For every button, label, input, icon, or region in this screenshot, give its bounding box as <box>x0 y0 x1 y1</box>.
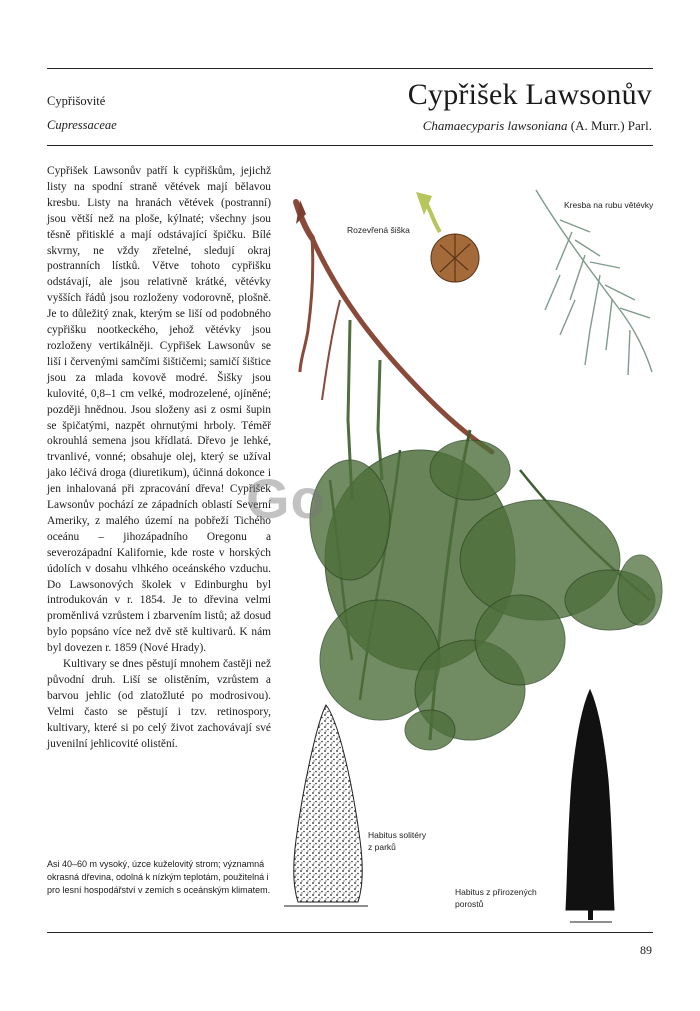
tree-habit-natural <box>566 690 614 922</box>
watermark: Go <box>246 467 326 530</box>
foliage-spray <box>310 320 662 750</box>
species-binomial: Chamaecyparis lawsoniana <box>422 118 568 133</box>
family-name-latin: Cupressaceae <box>47 118 117 132</box>
label-habit-natural <box>455 886 537 910</box>
body-paragraph-2: Kultivary se dnes pěstují mnohem častěji než původní druh. Liší se olistěním, vzrůstem a barvou jehlic (od zlatožluté po modrosivou). Velmi často se pěstují i tzv. retinospory, kultivary, které si po celý život zachovávají své juvenilní jehlicovité olistění. <box>47 658 271 750</box>
page-title: Cypřišek Lawsonův <box>407 78 652 111</box>
label-habit-park-line-1: Habitus solitéry <box>368 830 427 840</box>
footer-rule <box>47 932 653 933</box>
label-habit-natural-line-1: Habitus z přirozených <box>455 887 537 897</box>
underside-twig-drawing <box>536 190 652 375</box>
tree-habit-park <box>284 705 368 906</box>
label-open-cone: Rozevřená šiška <box>347 225 410 235</box>
tree-caption: Asi 40–60 m vysoký, úzce kuželovitý strom; významná okrasná dřevina, odolná k nízkým teplotám, použitelná i pro lesní hospodářství v zemích s oceánským klimatem. <box>47 859 271 896</box>
body-paragraph-1: Cypřišek Lawsonův patří k cypřiškům, jejichž listy na spodní straně větévek mají bělavou kresbu. Listy na hranách větévek (postranní) jsou větší než na ploše, kýlnaté; všechny jsou těsně přitisklé a mají odstávající špičku. Bílé skvrny, ne vždy zřetelné, sledují okraj postranních lístků. Větve tohoto cypřišku odstávají, ale jsou relativně krátké, větévky vyšších řádů jsou rozloženy vodorovně, plošně. Je to důležitý znak, kterým se liší od podobného cypřišku nootkeckého, jehož větévky jsou rozloženy vertikálněji. Cypřišek Lawsonův se liší i červenými samčími šištičemi; samičí šištice jsou za mlada kovově modré. Šišky jsou kulovité, 0,8–1 cm velké, modrozelené, ojíněné; později hnědnou. Jsou složeny asi z osmi šupin se špičatými, nazpět ohrnutými hrboly. Téměř okrouhlá semena jsou křídlatá. Dřevo je lehké, trvanlivé, vonné; obsahuje olej, který se užíval jako léčivá droga (diuretikum), účinná dokonce i jen inhalovaná při zpracování dřeva! Cypřišek Lawsonův pochází ze západních oblastí Severní Ameriky, z malého území na pobřeží Tichého oceánu – jihozápadního Oregonu a severozápadní Kalifornie, kde roste v horských údolích v dosahu vlhkého oceánského vzduchu. Do Lawsonových školek v Edinburghu byl introdukován v r. 1854. Je to dřevina velmi proměnlivá vzrůstem i zbarvením listů; až dosud bylo popsáno více než dvě stě kultivarů. K nám byl dovezen r. 1859 (Nové Hrady). <box>47 165 271 655</box>
page-number: 89 <box>640 943 652 957</box>
label-underside-drawing: Kresba na rubu větévky <box>564 200 654 210</box>
label-habit-natural-line-2: porostů <box>455 899 484 909</box>
label-habit-park <box>368 829 426 853</box>
label-habit-park-line-2: z parků <box>368 842 396 852</box>
species-authority: (A. Murr.) Parl. <box>570 118 652 133</box>
open-cone-drawing <box>416 192 479 282</box>
family-name-czech: Cypřišovité <box>47 94 106 108</box>
